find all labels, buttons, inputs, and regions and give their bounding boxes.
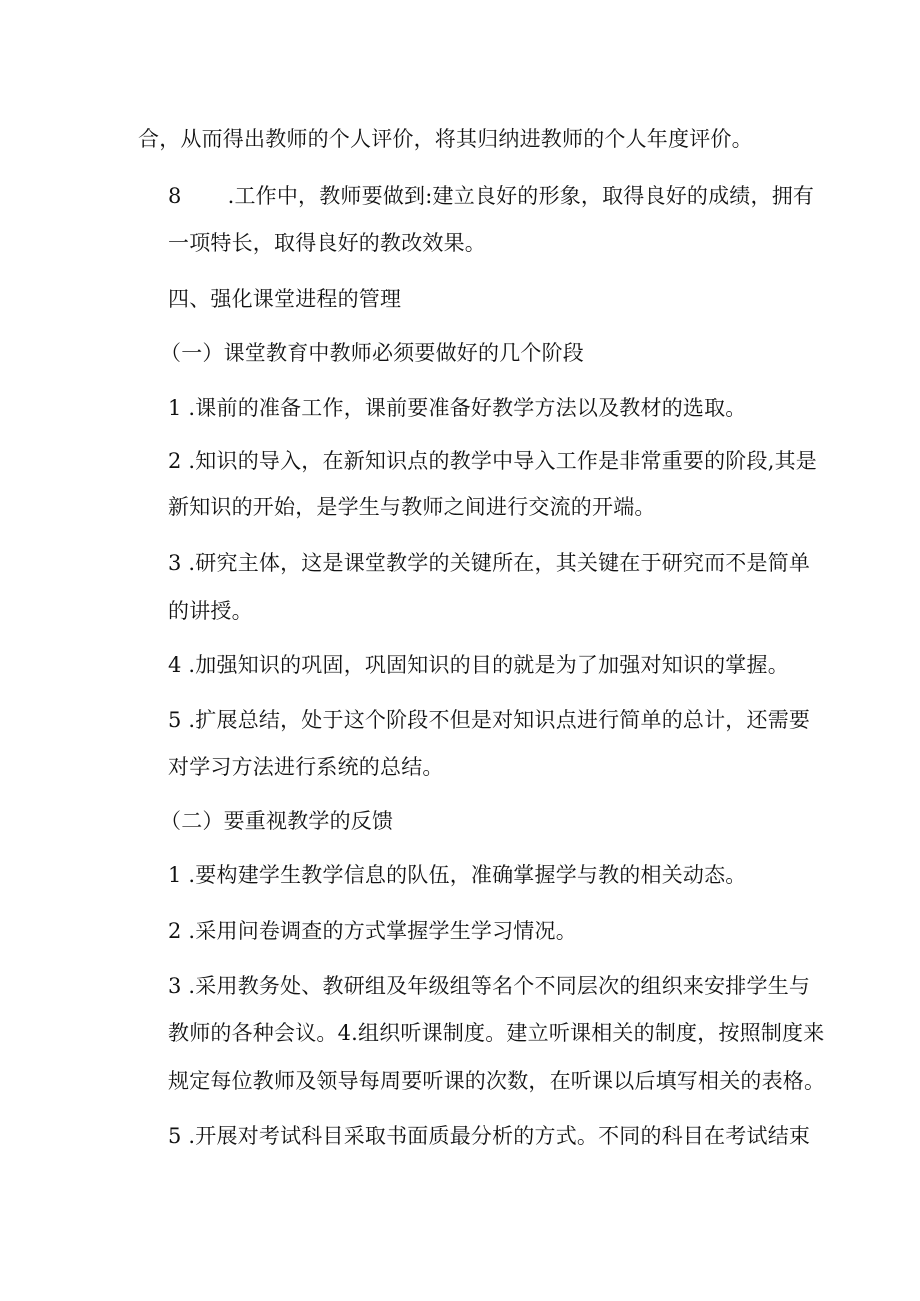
text-line-2 [168, 183, 814, 209]
text-line-3: 一项特长，取得良好的教改效果。 [168, 231, 486, 255]
section-heading: 四、强化课堂进程的管理 [168, 287, 402, 311]
text-line-9: 4 .加强知识的巩固，巩固知识的目的就是为了加强对知识的掌握。 [168, 653, 789, 677]
text-line-12: 1 .要构建学生教学信息的队伍，准确掌握学与教的相关动态。 [168, 863, 747, 887]
item-text: .工作中，教师要做到:建立良好的形象，取得良好的成绩，拥有 [227, 184, 815, 208]
text-line-1: 合，从而得出教师的个人评价，将其归纳进教师的个人年度评价。 [138, 127, 753, 151]
text-line-4: 1 .课前的准备工作，课前要准备好教学方法以及教材的选取。 [168, 396, 747, 420]
text-line-11: 对学习方法进行系统的总结。 [168, 755, 444, 779]
text-line-16: 规定每位教师及领导每周要听课的次数，在听课以后填写相关的表格。 [168, 1069, 826, 1093]
text-line-13: 2 .采用问卷调查的方式掌握学生学习情况。 [168, 919, 577, 943]
text-line-15: 教师的各种会议。4.组织听课制度。建立听课相关的制度，按照制度来 [168, 1021, 825, 1045]
item-number: 8 [168, 184, 182, 208]
text-line-6: 新知识的开始，是学生与教师之间进行交流的开端。 [168, 495, 656, 519]
text-line-8: 的讲授。 [168, 599, 253, 623]
text-line-17: 5 .开展对考试科目采取书面质最分析的方式。不同的科目在考试结束 [168, 1124, 811, 1148]
text-line-7: 3 .研究主体，这是课堂教学的关键所在，其关键在于研究而不是简单 [168, 551, 811, 575]
text-line-10: 5 .扩展总结，处于这个阶段不但是对知识点进行简单的总计，还需要 [168, 708, 811, 732]
subsection-heading-1: （一）课堂教育中教师必须要做好的几个阶段 [160, 341, 584, 365]
text-line-5: 2 .知识的导入，在新知识点的教学中导入工作是非常重要的阶段,其是 [168, 449, 817, 473]
text-line-14: 3 .采用教务处、教研组及年级组等名个不同层次的组织来安排学生与 [168, 974, 811, 998]
subsection-heading-2: （二）要重视教学的反馈 [160, 809, 394, 833]
